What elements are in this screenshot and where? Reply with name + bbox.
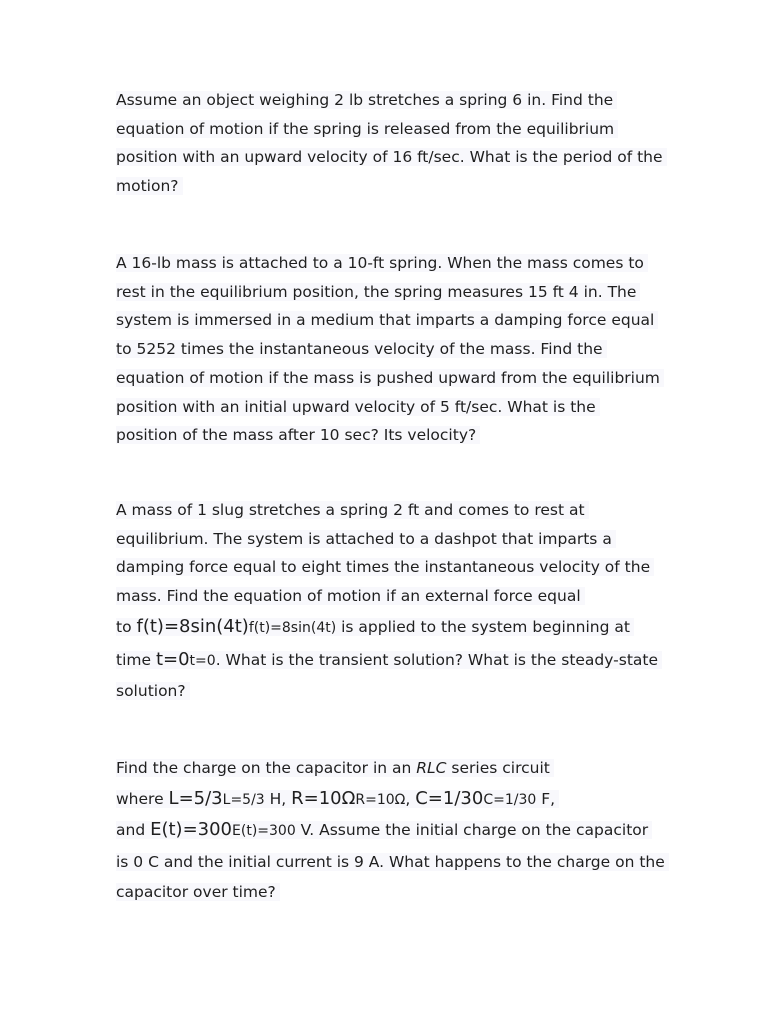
text-line [116,525,661,554]
text-span: where [116,789,169,808]
text-span: and [116,821,151,839]
text-span [116,821,652,839]
math-display: f(t)=8sin(4t) [136,615,249,637]
text-line [116,278,661,307]
text-line [116,582,661,611]
text-line [116,611,661,644]
problem-1-paragraph [116,86,661,201]
text-line [116,496,661,525]
text-span: series circuit [446,759,550,777]
text-line [116,815,661,847]
text-line [116,847,665,878]
text-span: equation of motion if the spring is released from the equilibrium [116,120,618,138]
text-line [116,553,661,582]
text-span: capacitor over time? [116,883,280,901]
text-span: V. Assume the initial charge on the capacitor [295,821,649,839]
text-span: is 0 C and the initial current is 9 A. What happens to the charge on the [116,853,669,871]
math-display: E(t)=300 [150,819,233,840]
math-text: f(t)=8sin(4t) [248,619,337,636]
text-line [116,306,661,335]
math-display: t=0 [155,648,190,670]
text-span: mass. Find the equation of motion if an external force equal [116,587,585,605]
italic-text: RLC [416,759,447,777]
problem-3-paragraph [116,496,661,706]
text-span: A mass of 1 slug stretches a spring 2 ft and comes to rest at [116,501,589,519]
text-span: F, [536,789,556,808]
text-span: , [405,789,416,808]
text-line [116,877,661,908]
text-line [116,421,661,450]
text-line [116,86,661,115]
text-span: position with an upward velocity of 16 ft/sec. What is the period of the [116,148,667,166]
text-span: . What is the transient solution? What is the steady-state [215,650,659,669]
text-span: equation of motion if the mass is pushed upward from the equilibrium [116,369,664,387]
math-display: R=10Ω [291,787,356,809]
text-line [116,172,661,201]
text-line [116,143,661,172]
problem-4-paragraph [116,753,665,908]
text-span: solution? [116,682,190,700]
text-span: system is immersed in a medium that imparts a damping force equal [116,311,658,329]
text-line [116,677,661,706]
text-span: A 16-lb mass is attached to a 10-ft spring. When the mass comes to [116,254,648,272]
text-line [116,335,661,364]
text-span [116,787,559,809]
text-span: is applied to the system beginning at [336,617,630,636]
text-span: time [116,650,156,669]
text-line [116,644,661,677]
text-line [116,364,661,393]
text-line [116,393,661,422]
text-span: rest in the equilibrium position, the spring measures 15 ft 4 in. The [116,283,640,301]
problem-2-paragraph [116,249,661,450]
math-text: t=0 [189,652,216,669]
text-span: equilibrium. The system is attached to a dashpot that imparts a [116,530,616,548]
text-span [116,648,662,670]
math-display: C=1/30 [415,787,484,809]
text-span: position with an initial upward velocity of 5 ft/sec. What is the [116,398,600,416]
math-display: L=5/3 [168,787,223,809]
text-line [116,249,661,278]
text-span: damping force equal to eight times the instantaneous velocity of the [116,558,654,576]
text-line [116,753,661,784]
text-span: motion? [116,177,183,195]
math-text: R=10Ω [355,791,406,808]
text-span: position of the mass after 10 sec? Its velocity? [116,426,480,444]
math-text: C=1/30 [483,791,537,808]
text-line [116,784,661,816]
text-span [116,615,634,637]
math-text: E(t)=300 [232,823,296,839]
text-span [116,759,554,777]
text-span: H, [264,789,292,808]
text-span: Assume an object weighing 2 lb stretches a spring 6 in. Find the [116,91,617,109]
text-span: to 5252 times the instantaneous velocity of the mass. Find the [116,340,607,358]
text-span: to [116,617,137,636]
math-text: L=5/3 [222,791,265,808]
text-line [116,115,661,144]
text-span: Find the charge on the capacitor in an [116,759,417,777]
